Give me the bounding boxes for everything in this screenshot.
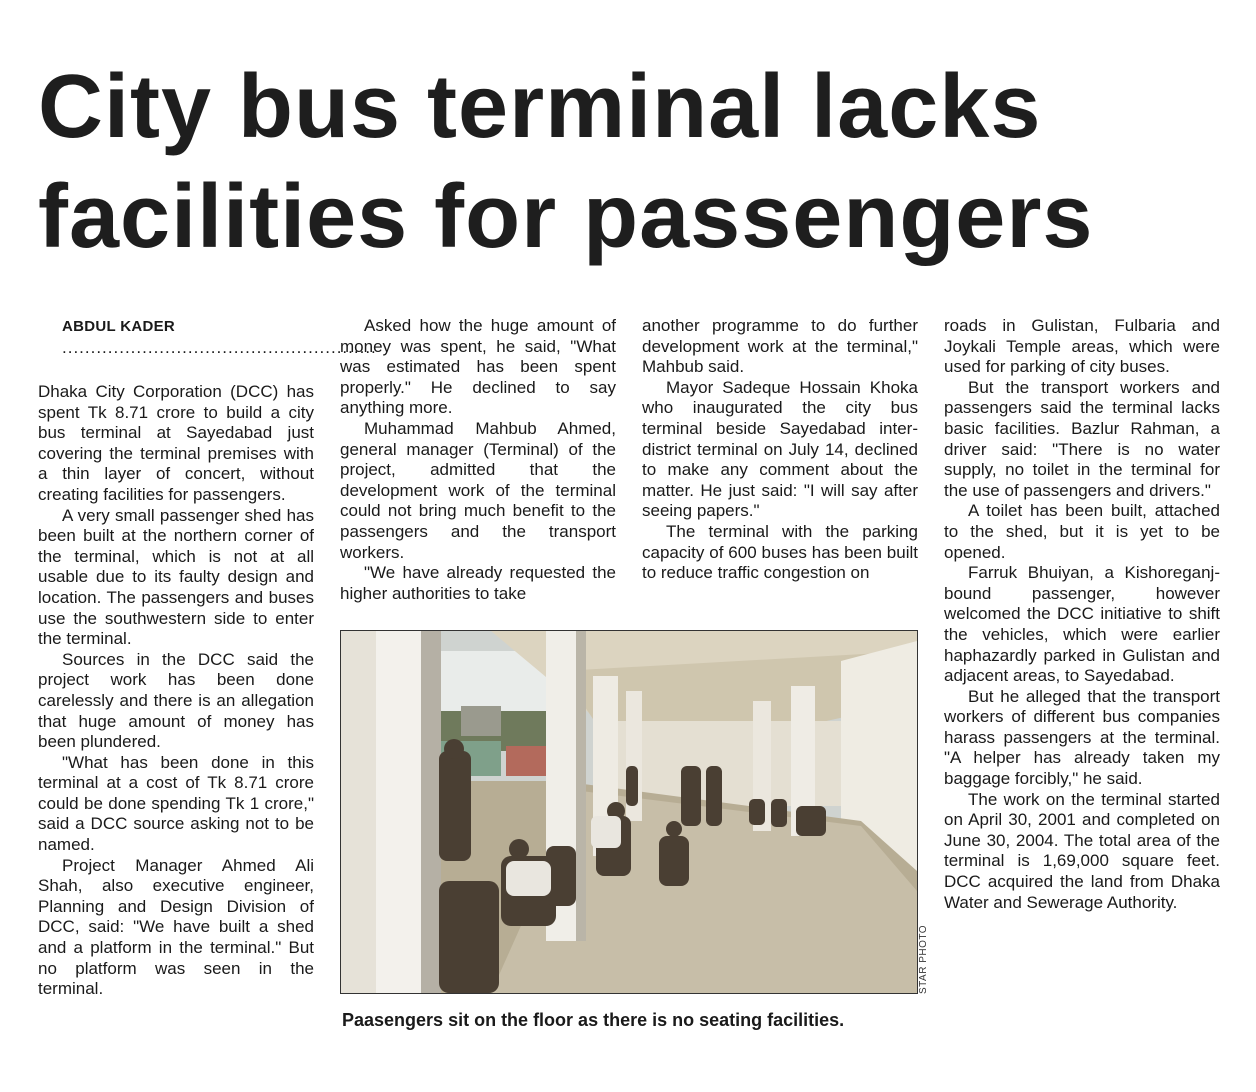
terminal-photo (340, 630, 918, 994)
paragraph: Mayor Sadeque Hossain Khoka who inaugurated the city bus terminal beside Sayedabad inter-district terminal on July 14, declined to make any comment about the matter. He just said: "I will say after seeing papers." (642, 377, 918, 521)
photo-caption: Paasengers sit on the floor as there is no seating facilities. (342, 1010, 845, 1030)
terminal-photo-image (341, 631, 917, 993)
paragraph: The work on the terminal started on April 30, 2001 and completed on June 30, 2004. The total area of the terminal is 1,69,000 square feet. DCC acquired the land from Dhaka Water and Sewerage Authority. (944, 789, 1220, 912)
paragraph: A very small passenger shed has been built at the northern corner of the terminal, which is not at all usable due to its faulty design and location. The passengers and buses use the southwestern side to enter the terminal. (38, 505, 314, 649)
paragraph: Muhammad Mahbub Ahmed, general manager (Terminal) of the project, admitted that the development work of the terminal could not bring much benefit to the passengers and the transport workers. (340, 418, 616, 562)
paragraph: But the transport workers and passengers said the terminal lacks basic facilities. Bazlur Rahman, a driver said: "There is no water supply, no toilet in the terminal for the use of passengers and drivers." (944, 377, 1220, 500)
paragraph: Farruk Bhuiyan, a Kishoreganj-bound passenger, however welcomed the DCC initiative to shift the vehicles, which were earlier haphazardly parked in Gulistan and adjacent areas, to Sayedabad. (944, 563, 1220, 686)
paragraph: Asked how the huge amount of money was spent, he said, "What was estimated has been spent properly." He declined to say anything more. (340, 316, 616, 418)
headline-line-2: facilities for passengers (38, 167, 1094, 267)
paragraph: The terminal with the parking capacity of 600 buses has been built to reduce traffic congestion on (642, 521, 918, 583)
paragraph: But he alleged that the transport workers of different bus companies harass passengers at the terminal. "A helper has already taken my baggage forcibly," he said. (944, 686, 1220, 789)
paragraph: Dhaka City Corporation (DCC) has spent Tk 8.71 crore to build a city bus terminal at Sayedabad just covering the terminal premises with a thin layer of concert, without creating facilities for passengers. (38, 382, 314, 504)
byline-separator: ....................................................... (62, 338, 377, 357)
paragraph: Sources in the DCC said the project work has been done carelessly and there is an allegation that huge amount of money has been plundered. (38, 649, 314, 752)
byline: ABDUL KADER (62, 318, 176, 335)
paragraph: A toilet has been built, attached to the shed, but it is yet to be opened. (944, 501, 1220, 562)
paragraph: "What has been done in this terminal at a cost of Tk 8.71 crore could be done spending Tk 1 crore," said a DCC source asking not to be named. (38, 752, 314, 855)
article-column-1 (38, 316, 377, 1000)
article-column-2 (340, 316, 616, 604)
paragraph: roads in Gulistan, Fulbaria and Joykali Temple areas, which were used for parking of city buses. (944, 316, 1220, 377)
paragraph: Project Manager Ahmed Ali Shah, also executive engineer, Planning and Design Division of DCC, said: "We have built a shed and a platform in the terminal." But no platform was seen in the terminal. (38, 855, 314, 999)
headline-line-1: City bus terminal lacks (38, 57, 1042, 157)
article-column-3 (642, 316, 918, 584)
headline (38, 52, 1238, 272)
paragraph: "We have already requested the higher authorities to take (340, 563, 616, 603)
article-column-4 (944, 316, 1220, 913)
paragraph: another programme to do further development work at the terminal," Mahbub said. (642, 316, 918, 377)
photo-credit: STAR PHOTO (918, 924, 929, 994)
